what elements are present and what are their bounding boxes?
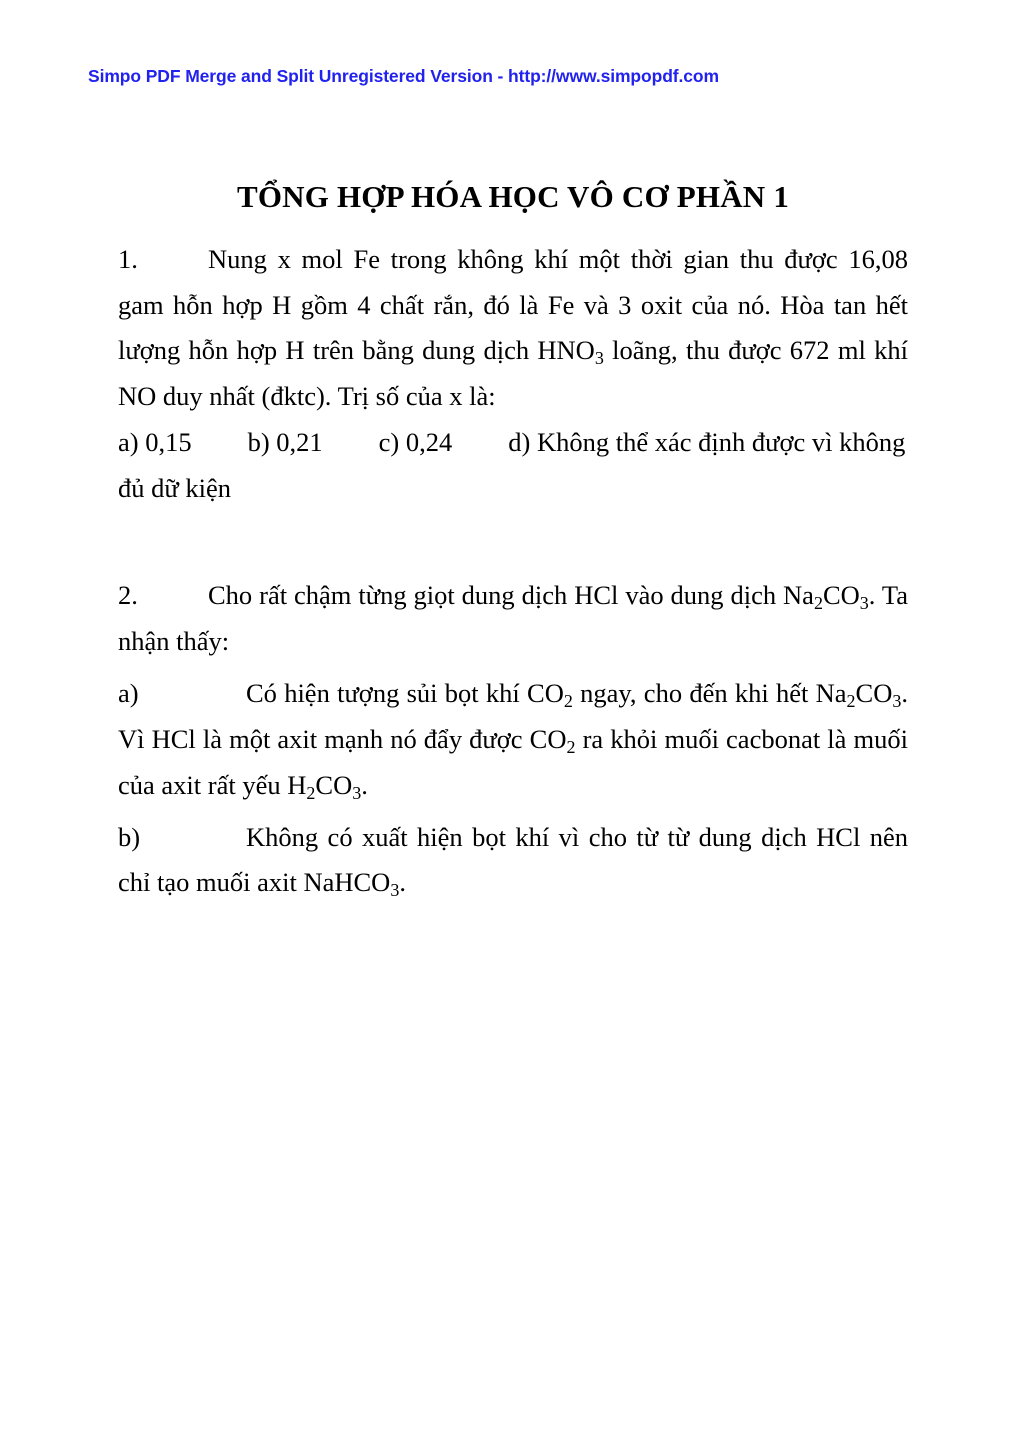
- choice-b-part-2: .: [399, 867, 406, 898]
- choice-a-sub-5: 2: [306, 782, 316, 803]
- question-1-number: 1.: [118, 244, 138, 275]
- question-2: [118, 573, 908, 906]
- document-content: [118, 178, 908, 906]
- question-1-options: [118, 420, 908, 511]
- choice-b-part-1: Không có xuất hiện bọt khí vì cho từ từ dung dịch HCl nên chỉ tạo muối axit NaHCO: [118, 821, 908, 898]
- option-b: b) 0,21: [247, 426, 323, 457]
- question-2-text-part-3: . Ta nhận thấy:: [118, 580, 908, 657]
- option-a: a) 0,15: [118, 426, 192, 457]
- question-2-text-part-1: Cho rất chậm từng giọt dung dịch HCl vào dung dịch Na: [208, 580, 814, 611]
- question-2-choice-a: [118, 671, 908, 809]
- choice-a-sub-3: 3: [892, 690, 902, 711]
- choice-b-sub-1: 3: [390, 880, 400, 901]
- question-2-number: 2.: [118, 580, 138, 611]
- option-c: c) 0,24: [378, 426, 453, 457]
- option-d: d) Không thể xác định được vì không đủ dữ kiện: [118, 426, 906, 503]
- question-1-text-part-1: Nung x mol Fe trong không khí một thời gian thu được 16,08 gam hỗn hợp H gồm 4 chất rắn, đó là Fe và 3 oxit của nó. Hòa tan hết lượng hỗn hợp H trên bằng dung dịch HNO: [118, 244, 908, 366]
- section-gap: [118, 511, 908, 551]
- question-2-subscript-1: 2: [813, 593, 823, 614]
- choice-a-sub-1: 2: [563, 690, 573, 711]
- choice-a-part-3: CO: [855, 677, 893, 708]
- question-2-body: [118, 573, 908, 665]
- choice-a-part-2: ngay, cho đến khi hết Na: [572, 677, 847, 708]
- choice-a-part-6: CO: [315, 769, 353, 800]
- question-2-choice-b: [118, 815, 908, 907]
- question-1-subscript-1: 3: [594, 348, 604, 369]
- choice-a-sub-2: 2: [846, 690, 856, 711]
- choice-a-part-7: .: [361, 769, 368, 800]
- choice-a-label: a): [118, 677, 139, 708]
- choice-a-part-4: . Vì HCl là một axit mạnh nó đẩy được CO: [118, 677, 908, 754]
- choice-a-part-5: ra khỏi muối cacbonat là muối của axit rất yếu H: [118, 723, 908, 800]
- page-title: TỔNG HỢP HÓA HỌC VÔ CƠ PHẦN 1: [236, 179, 790, 214]
- watermark-text: Simpo PDF Merge and Split Unregistered Version - http://www.simpopdf.com: [88, 66, 719, 86]
- choice-a-part-1: Có hiện tượng sủi bọt khí CO: [246, 677, 564, 708]
- choice-a-sub-4: 2: [566, 736, 576, 757]
- question-1-text-part-2: loãng, thu được 672 ml khí NO duy nhất (đktc). Trị số của x là:: [118, 335, 909, 412]
- question-2-subscript-2: 3: [859, 593, 869, 614]
- question-1: [118, 237, 908, 511]
- question-1-body: [118, 237, 908, 420]
- question-2-text-part-2: CO: [822, 580, 860, 611]
- choice-b-label: b): [118, 821, 141, 852]
- choice-a-sub-6: 3: [352, 782, 362, 803]
